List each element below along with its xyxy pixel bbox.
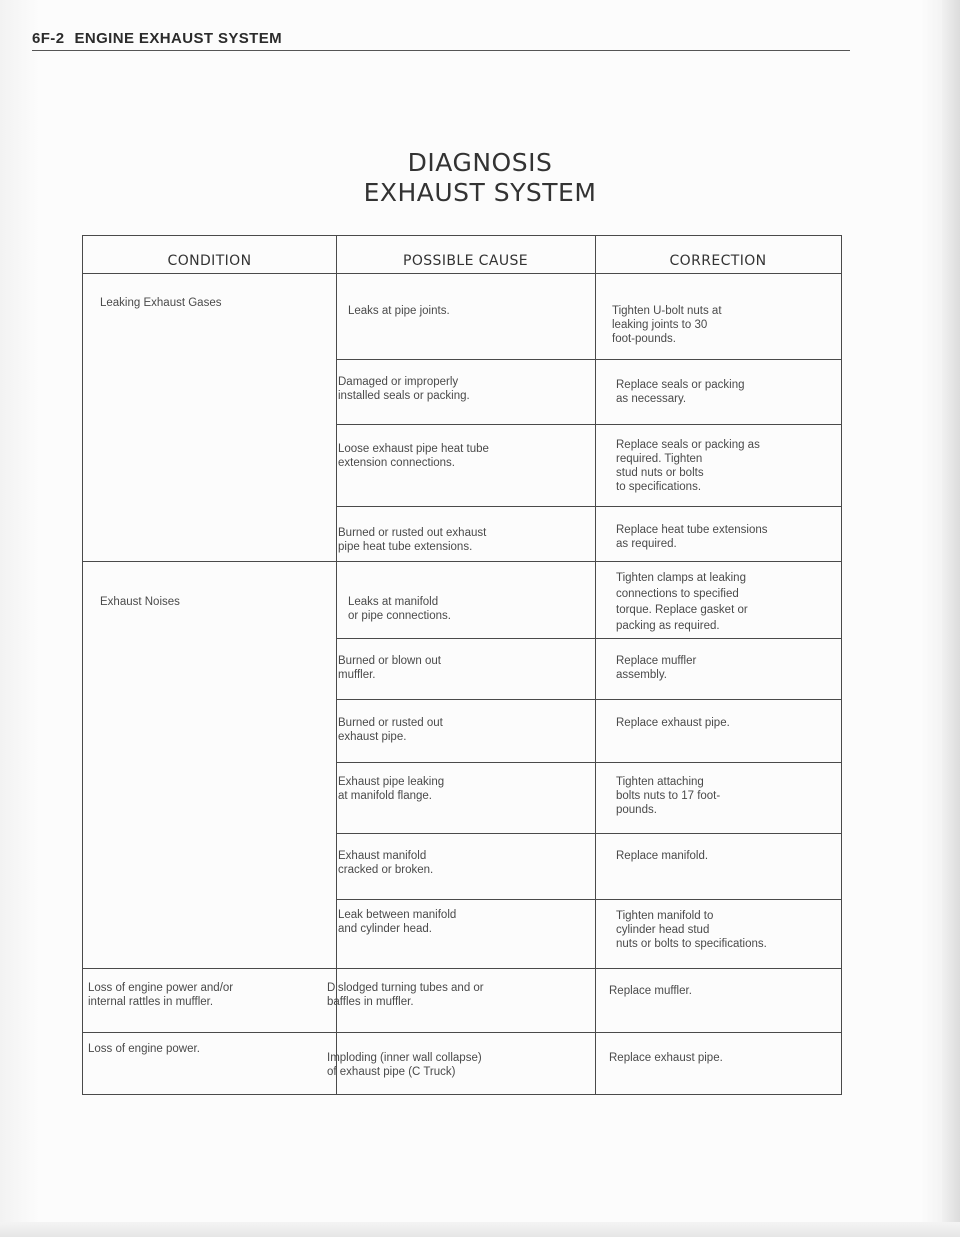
row-divider xyxy=(336,424,841,425)
correction-cell: Tighten clamps at leaking connections to specified torque. Replace gasket or packing as required. xyxy=(616,572,748,632)
cause-cell: Dislodged turning tubes and or baffles in muffler. xyxy=(327,982,484,1008)
correction-cell: Replace heat tube extensions as required. xyxy=(616,524,768,550)
cause-cell: Burned or rusted out exhaust pipe heat tube extensions. xyxy=(338,527,487,553)
column-header-correction: CORRECTION xyxy=(669,253,767,269)
row-divider xyxy=(336,699,841,700)
cause-cell: Burned or rusted out exhaust pipe. xyxy=(338,717,443,743)
correction-cell: Replace muffler. xyxy=(609,985,692,997)
row-divider xyxy=(336,833,841,834)
row-divider xyxy=(336,638,841,639)
correction-cell: Replace seals or packing as required. Tighten stud nuts or bolts to specifications. xyxy=(616,439,760,493)
condition-cell: Exhaust Noises xyxy=(100,596,180,608)
header-rule xyxy=(32,50,850,51)
row-divider xyxy=(336,899,841,900)
row-divider xyxy=(336,359,841,360)
header-divider xyxy=(83,273,841,274)
cause-cell: Leaks at pipe joints. xyxy=(348,305,450,317)
column-divider xyxy=(595,236,596,1094)
correction-cell: Tighten attaching bolts nuts to 17 foot- pounds. xyxy=(616,776,721,816)
running-header xyxy=(32,30,282,47)
column-divider xyxy=(336,236,337,1094)
column-header-condition: CONDITION xyxy=(167,253,252,269)
correction-cell: Replace seals or packing as necessary. xyxy=(616,379,745,405)
correction-cell: Tighten manifold to cylinder head stud nuts or bolts to specifications. xyxy=(616,910,767,950)
cause-cell: Imploding (inner wall collapse) of exhaust pipe (C Truck) xyxy=(327,1052,482,1078)
cause-cell: Burned or blown out muffler. xyxy=(338,655,441,681)
cause-cell: Damaged or improperly installed seals or packing. xyxy=(338,376,470,402)
section-title: ENGINE EXHAUST SYSTEM xyxy=(74,30,283,47)
page-subtitle: EXHAUST SYSTEM xyxy=(363,178,597,207)
row-divider xyxy=(336,506,841,507)
cause-cell: Loose exhaust pipe heat tube extension connections. xyxy=(338,443,489,469)
correction-cell: Replace exhaust pipe. xyxy=(616,717,730,729)
cause-cell: Leaks at manifold or pipe connections. xyxy=(348,596,451,622)
group-divider xyxy=(83,1032,841,1033)
cause-cell: Exhaust manifold cracked or broken. xyxy=(338,850,434,876)
cause-cell: Leak between manifold and cylinder head. xyxy=(338,909,457,935)
correction-cell: Replace manifold. xyxy=(616,850,709,862)
page-bottom-edge xyxy=(0,1222,960,1237)
condition-cell: Loss of engine power and/or internal rattles in muffler. xyxy=(88,982,234,1008)
page-title: DIAGNOSIS xyxy=(407,148,553,177)
condition-cell: Leaking Exhaust Gases xyxy=(100,297,222,309)
row-divider xyxy=(336,762,841,763)
section-number: 6F-2 xyxy=(32,30,65,47)
condition-cell: Loss of engine power. xyxy=(88,1043,200,1055)
correction-cell: Replace exhaust pipe. xyxy=(609,1052,723,1064)
column-header-cause: POSSIBLE CAUSE xyxy=(403,253,528,269)
cause-cell: Exhaust pipe leaking at manifold flange. xyxy=(338,776,445,802)
group-divider xyxy=(83,561,841,562)
correction-cell: Replace muffler assembly. xyxy=(616,655,697,681)
diagnosis-table xyxy=(82,235,842,1095)
group-divider xyxy=(83,968,841,969)
correction-cell: Tighten U-bolt nuts at leaking joints to 30 foot-pounds. xyxy=(612,305,722,345)
